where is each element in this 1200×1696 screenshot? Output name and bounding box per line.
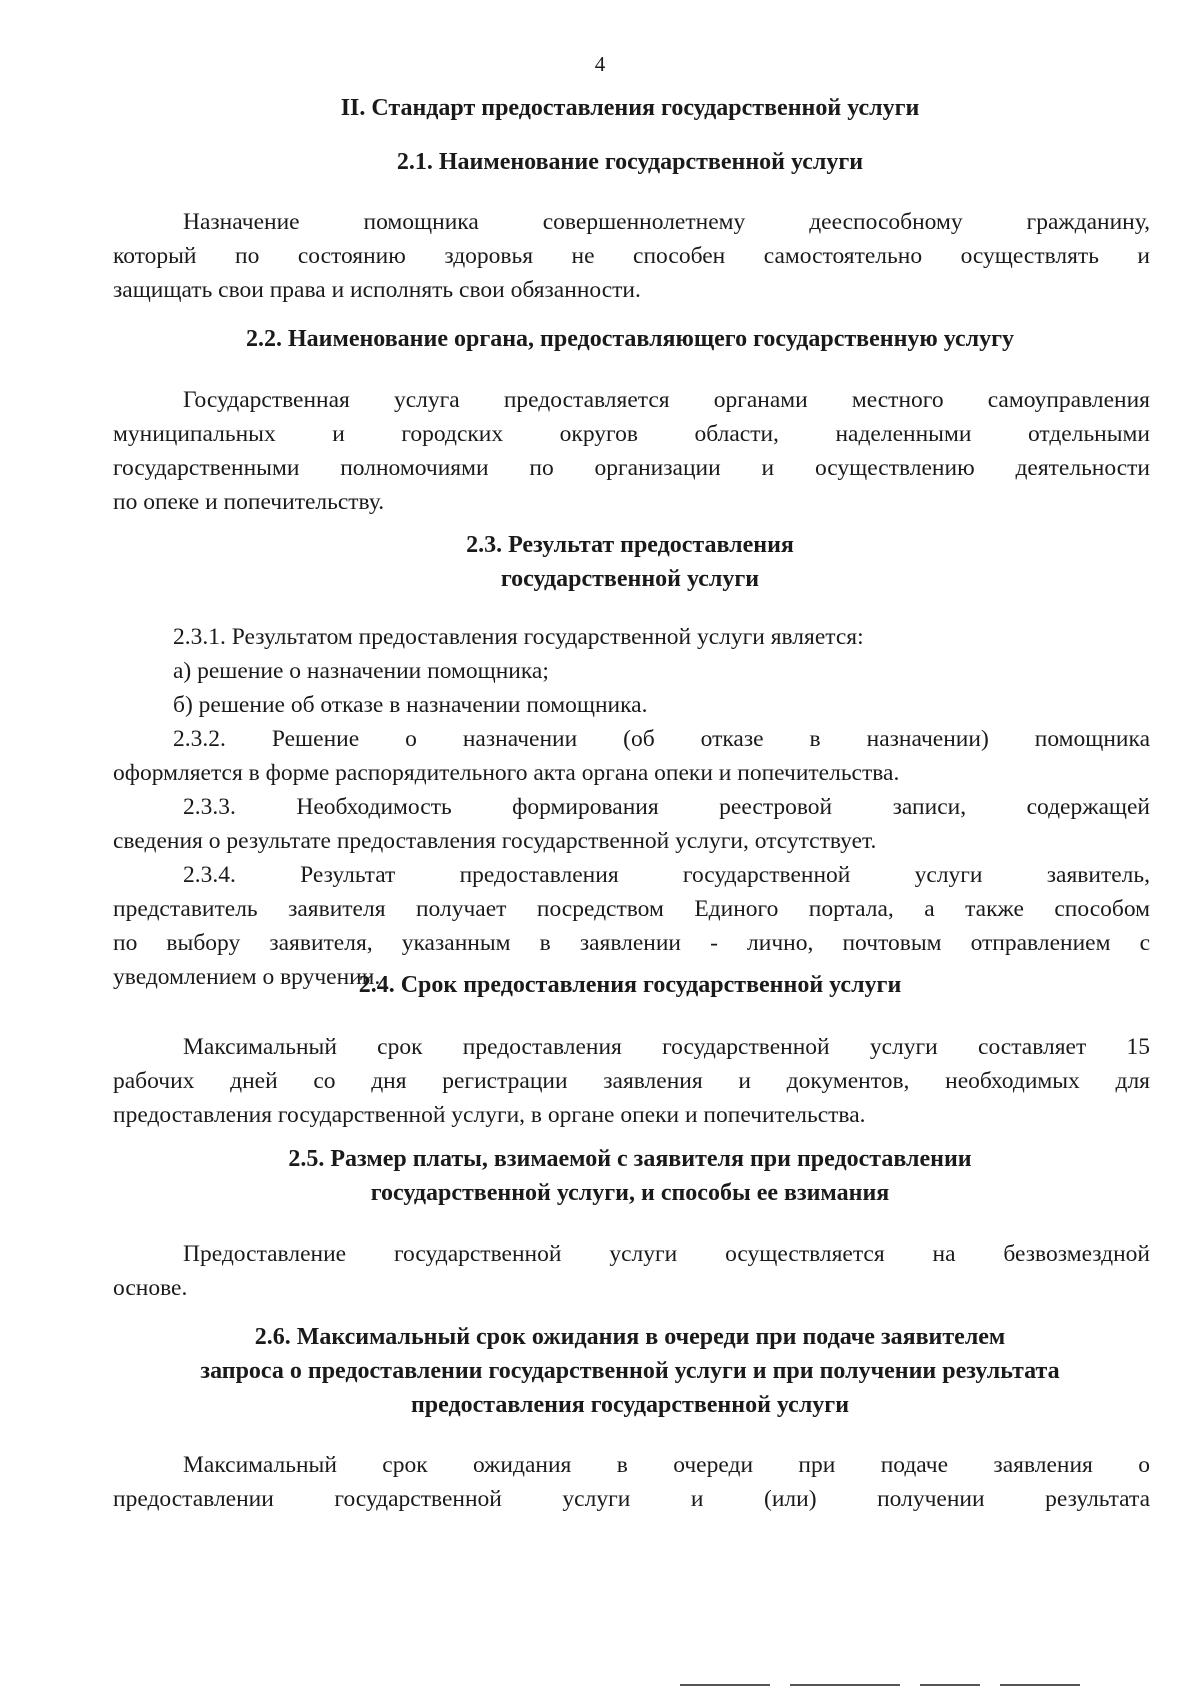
text-line: рабочих дней со дня регистрации заявления и документов, необходимых для (113, 1068, 1150, 1094)
heading-2-2: 2.2. Наименование органа, предоставляющего государственную услугу (245, 326, 1015, 352)
text-line: муниципальных и городских округов области, наделенными отдельными (113, 421, 1150, 447)
scan-artifact (920, 1684, 980, 1686)
text-line: 2.3.3. Необходимость формирования реестровой записи, содержащей (183, 794, 1150, 820)
text-line: а) решение о назначении помощника; (173, 658, 549, 684)
text-line: оформляется в форме распорядительного акта органа опеки и попечительства. (113, 760, 900, 786)
text-line: б) решение об отказе в назначении помощника. (173, 692, 648, 718)
text-line: 2.3.2. Решение о назначении (об отказе в назначении) помощника (173, 726, 1150, 752)
text-line: предоставления государственной услуги, в органе опеки и попечительства. (113, 1102, 866, 1128)
heading-2-4: 2.4. Срок предоставления государственной услуги (358, 972, 902, 998)
scan-artifact (1000, 1684, 1080, 1686)
paragraph-2-2 (113, 383, 1150, 519)
text-line: Назначение помощника совершеннолетнему дееспособному гражданину, (183, 209, 1150, 235)
heading-line: государственной услуги, и способы ее взимания (370, 1180, 890, 1206)
heading-2-6 (110, 1320, 1150, 1422)
heading-line: предоставления государственной услуги (410, 1392, 850, 1418)
text-line: основе. (113, 1275, 188, 1301)
paragraph-2-1 (113, 205, 1150, 307)
section-title: II. Стандарт предоставления государственной услуги (340, 95, 920, 121)
paragraph-2-6 (113, 1448, 1150, 1516)
text-line: по выбору заявителя, указанным в заявлении - лично, почтовым отправлением с (113, 930, 1150, 956)
page-number: 4 (594, 52, 606, 76)
heading-line: 2.5. Размер платы, взимаемой с заявителя при предоставлении (288, 1146, 972, 1172)
text-line: Максимальный срок предоставления государственной услуги составляет 15 (183, 1034, 1150, 1060)
text-line: сведения о результате предоставления государственной услуги, отсутствует. (113, 828, 877, 854)
heading-line: запроса о предоставлении государственной услуги и при получении результата (200, 1358, 1060, 1384)
text-line: 2.3.4. Результат предоставления государственной услуги заявитель, (183, 862, 1150, 888)
text-line: Максимальный срок ожидания в очереди при подаче заявления о (183, 1452, 1150, 1478)
text-line: который по состоянию здоровья не способен самостоятельно осуществлять и (113, 243, 1150, 269)
text-line: государственными полномочиями по организации и осуществлению деятельности (113, 455, 1150, 481)
heading-2-5 (110, 1142, 1150, 1210)
text-line: представитель заявителя получает посредством Единого портала, а также способом (113, 896, 1150, 922)
heading-line: государственной услуги (500, 566, 760, 592)
scan-artifact (680, 1684, 770, 1686)
text-line: 2.3.1. Результатом предоставления государственной услуги является: (173, 624, 864, 650)
paragraph-2-5 (113, 1237, 1150, 1305)
heading-2-1: 2.1. Наименование государственной услуги (396, 149, 864, 175)
paragraph-2-4 (113, 1030, 1150, 1132)
heading-line: 2.6. Максимальный срок ожидания в очереди при подаче заявителем (254, 1324, 1006, 1350)
text-line: Государственная услуга предоставляется органами местного самоуправления (183, 387, 1150, 413)
paragraph-2-3 (113, 620, 1150, 994)
text-line: уведомлением о вручении. (113, 964, 381, 990)
scan-artifact (790, 1684, 900, 1686)
text-line: предоставлении государственной услуги и (или) получении результата (113, 1486, 1150, 1512)
text-line: по опеке и попечительству. (113, 489, 385, 515)
heading-2-3 (110, 528, 1150, 596)
heading-line: 2.3. Результат предоставления (466, 532, 794, 558)
text-line: Предоставление государственной услуги осуществляется на безвозмездной (183, 1241, 1150, 1267)
text-line: защищать свои права и исполнять свои обязанности. (113, 277, 641, 303)
